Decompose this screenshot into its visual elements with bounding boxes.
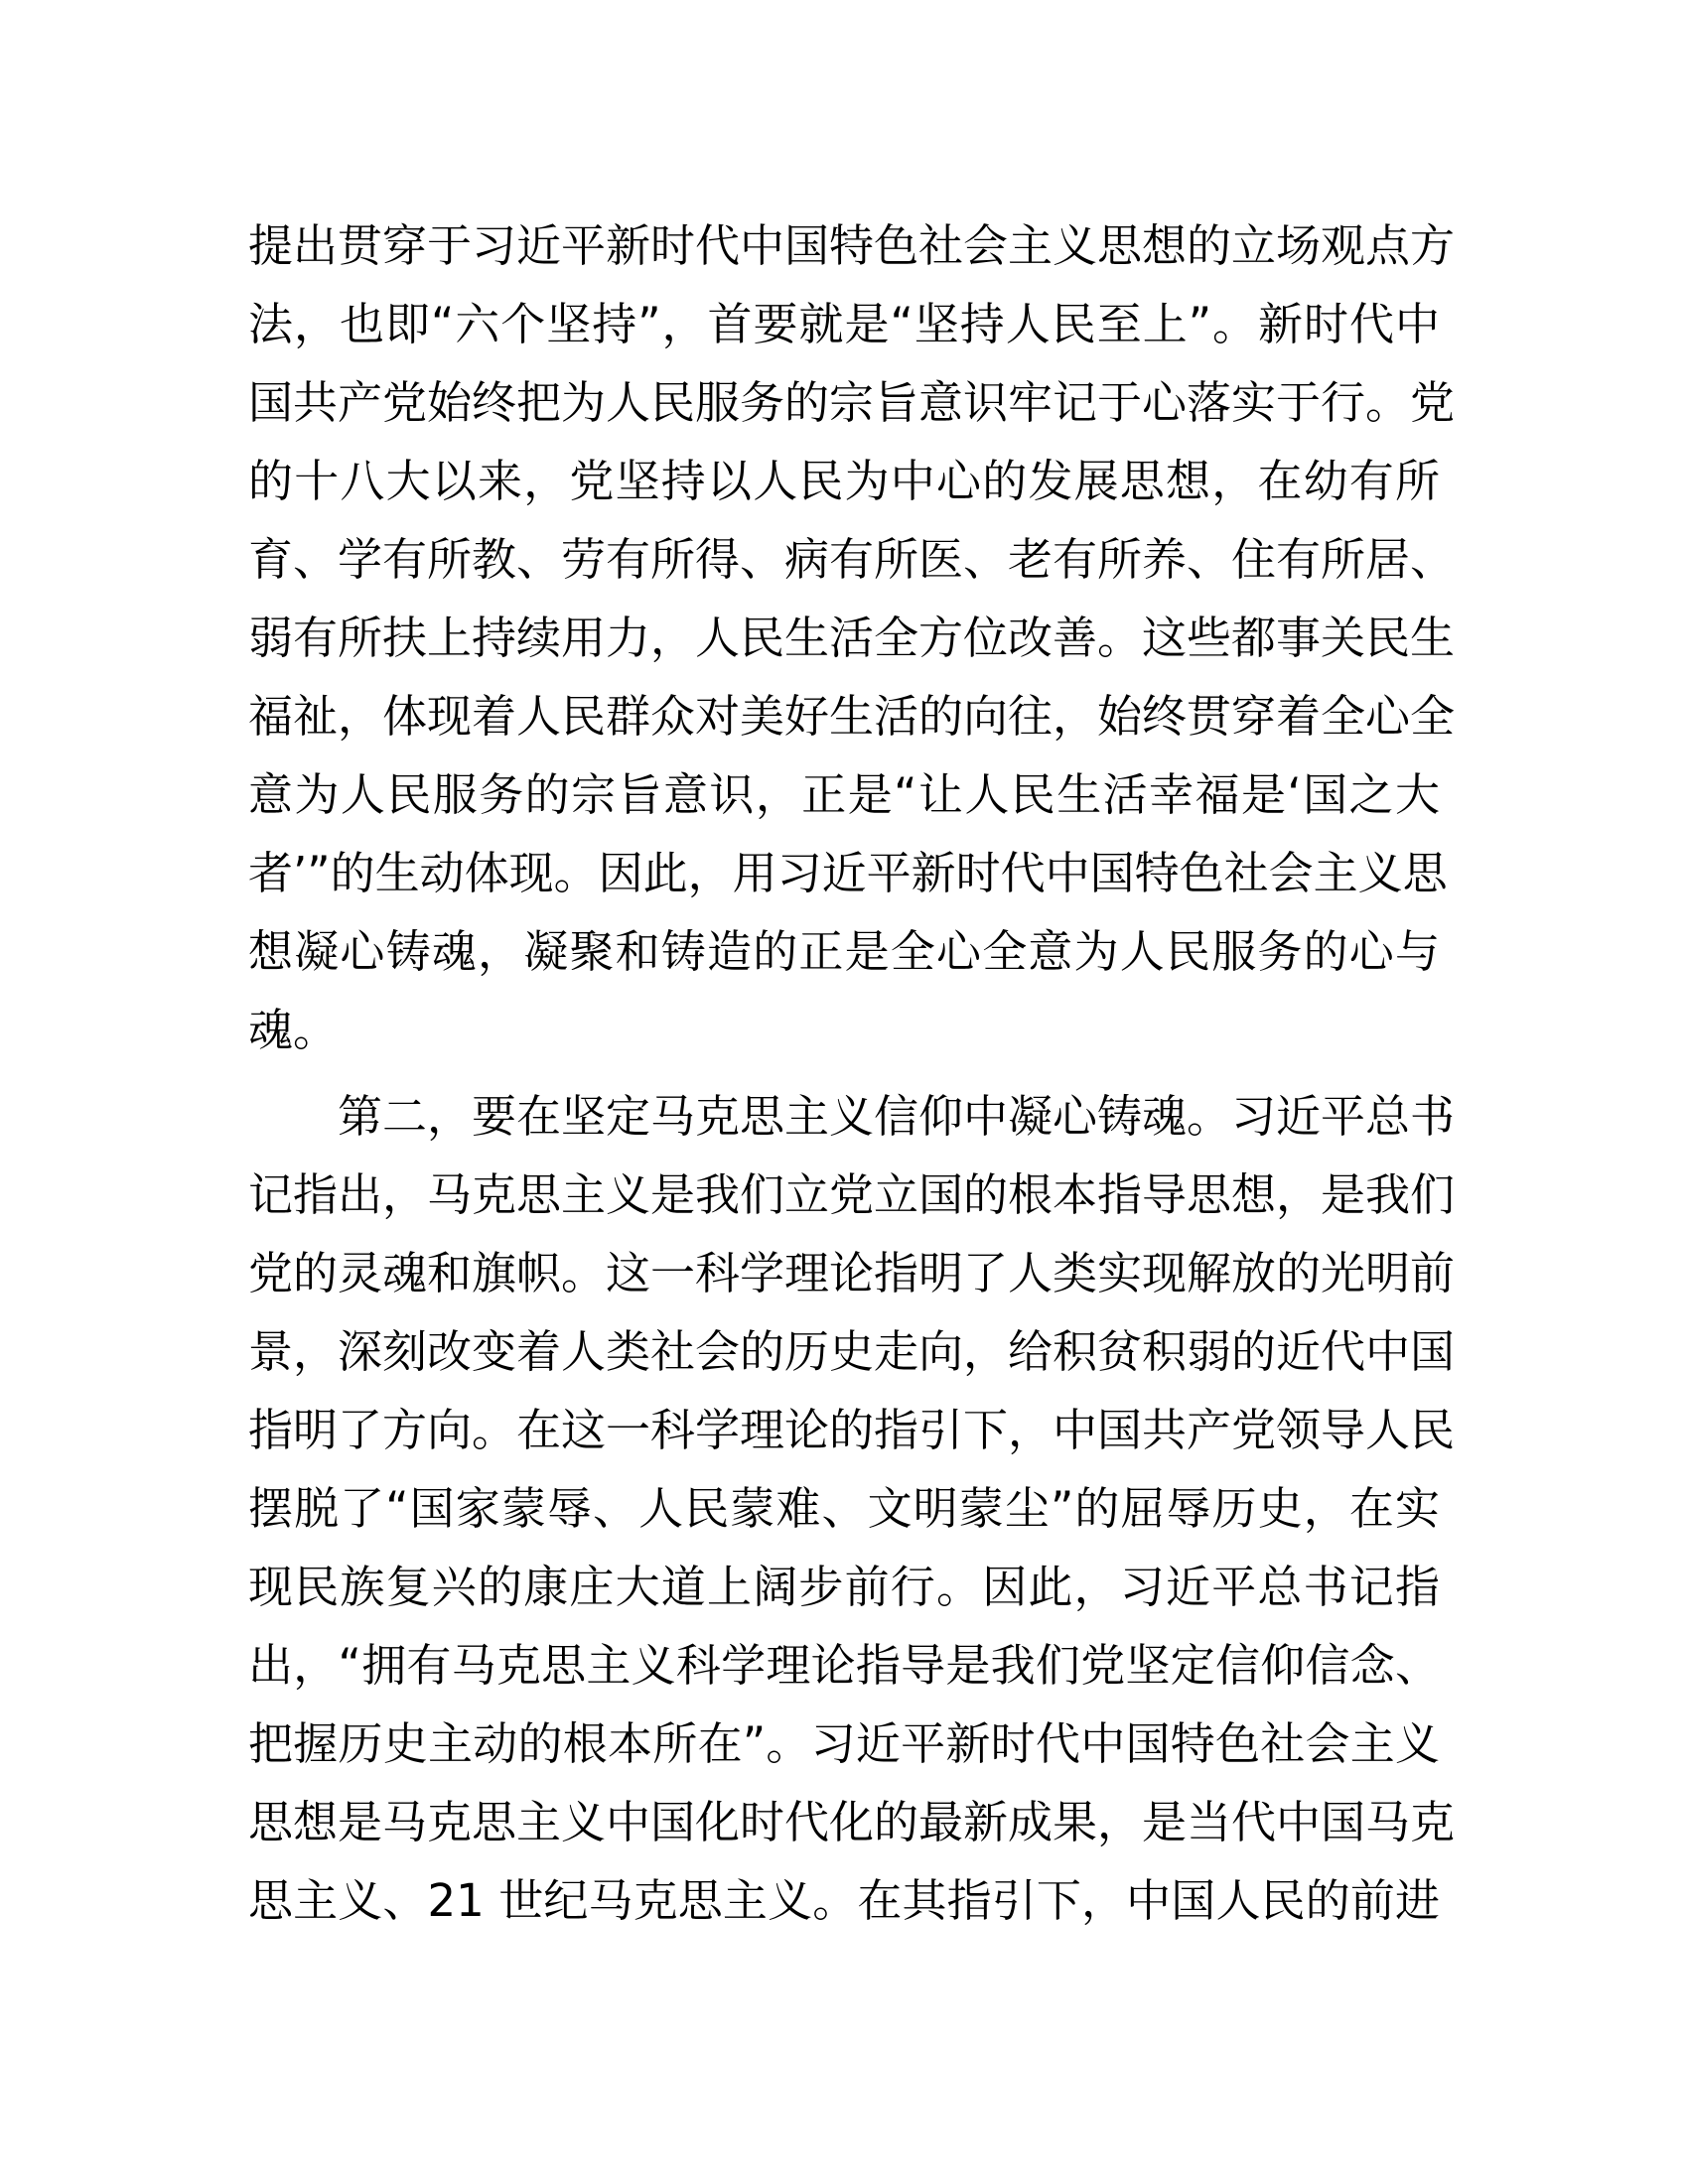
body-paragraph-1 [248, 206, 1456, 1069]
paragraph-line: 摆脱了“国家蒙辱、人民蒙难、文明蒙尘”的屈辱历史，在实 [248, 1482, 1440, 1535]
paragraph-line: 法，也即“六个坚持”，首要就是“坚持人民至上”。新时代中 [248, 298, 1440, 350]
paragraph-line: 记指出，马克思主义是我们立党立国的根本指导思想，是我们 [248, 1168, 1456, 1221]
paragraph-line: 党的灵魂和旗帜。这一科学理论指明了人类实现解放的光明前 [248, 1247, 1456, 1299]
paragraph-line: 意为人民服务的宗旨意识，正是“让人民生活幸福是‘国之大 [248, 768, 1440, 821]
paragraph-line: 思想是马克思主义中国化时代化的最新成果，是当代中国马克 [248, 1796, 1456, 1848]
paragraph-line: 弱有所扶上持续用力，人民生活全方位改善。这些都事关民生 [248, 612, 1456, 664]
paragraph-line: 出，“拥有马克思主义科学理论指导是我们党坚定信仰信念、 [248, 1639, 1440, 1692]
paragraph-line: 现民族复兴的康庄大道上阔步前行。因此，习近平总书记指 [248, 1561, 1440, 1613]
paragraph-line: 指明了方向。在这一科学理论的指引下，中国共产党领导人民 [248, 1404, 1456, 1456]
paragraph-line: 思主义、21 世纪马克思主义。在其指引下，中国人民的前进 [248, 1874, 1440, 1927]
paragraph-line: 景，深刻改变着人类社会的历史走向，给积贫积弱的近代中国 [248, 1325, 1456, 1378]
paragraph-line: 把握历史主动的根本所在”。习近平新时代中国特色社会主义 [248, 1717, 1440, 1770]
paragraph-line: 者’”的生动体现。因此，用习近平新时代中国特色社会主义思 [248, 847, 1448, 899]
body-paragraph-2 [248, 1077, 1456, 1940]
paragraph-line: 第二，要在坚定马克思主义信仰中凝心铸魂。习近平总书 [338, 1090, 1456, 1143]
paragraph-line: 提出贯穿于习近平新时代中国特色社会主义思想的立场观点方 [248, 219, 1456, 272]
paragraph-line: 国共产党始终把为人民服务的宗旨意识牢记于心落实于行。党 [248, 376, 1456, 429]
paragraph-line: 的十八大以来，党坚持以人民为中心的发展思想，在幼有所 [248, 455, 1440, 507]
paragraph-line: 育、学有所教、劳有所得、病有所医、老有所养、住有所居、 [248, 533, 1456, 586]
paragraph-line: 福祉，体现着人民群众对美好生活的向往，始终贯穿着全心全 [248, 690, 1456, 743]
paragraph-line: 魂。 [248, 1004, 339, 1056]
paragraph-line: 想凝心铸魂，凝聚和铸造的正是全心全意为人民服务的心与 [248, 925, 1440, 978]
